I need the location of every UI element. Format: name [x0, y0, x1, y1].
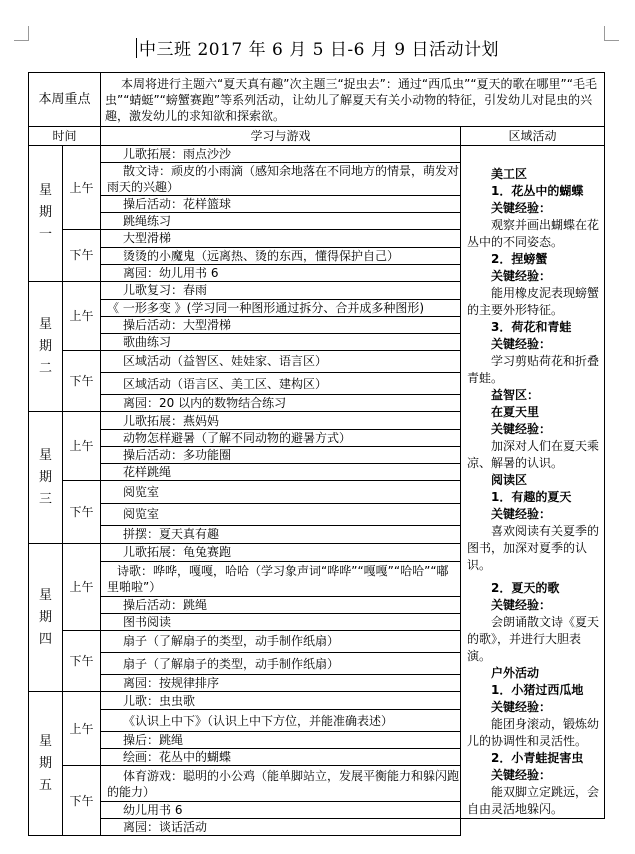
activity-item: 儿歌：虫虫歌 [101, 692, 461, 710]
area-meigong-activity: 1．花丛中的蝴蝶 [491, 184, 584, 198]
area-yizhi-activity: 在夏天里 [491, 405, 540, 419]
key-experience-text: 加深对人们在夏天乘凉、解暑的认识。 [467, 439, 600, 470]
day-monday: 星 期 一 [29, 146, 63, 282]
key-experience-label: 关键经验： [491, 201, 552, 215]
activity-item: 离园：谈话活动 [101, 819, 461, 836]
activity-item: 跳绳练习 [101, 213, 461, 230]
activity-item: 儿歌拓展：龟兔赛跑 [101, 543, 461, 561]
activity-item: 散文诗：顽皮的小雨滴（感知余地落在不同地方的情景，萌发对雨天的兴趣） [101, 163, 461, 196]
key-experience-label: 关键经验： [491, 422, 552, 436]
area-huwai-activity: 1．小猪过西瓜地 [491, 683, 584, 697]
area-huwai-title: 户外活动 [491, 666, 540, 680]
activity-item: 区域活动（语言区、美工区、建构区） [101, 373, 461, 395]
activity-item: 操后活动：多功能圈 [101, 447, 461, 464]
activity-item: 大型滑梯 [101, 230, 461, 248]
key-experience-label: 关键经验： [491, 337, 552, 351]
activity-item: 操后活动：跳绳 [101, 596, 461, 613]
period-afternoon: 下午 [63, 766, 101, 836]
day-thursday: 星 期 四 [29, 543, 63, 692]
day-tuesday: 星 期 二 [29, 281, 63, 412]
key-experience-text: 学习剪贴荷花和折叠青蛙。 [467, 354, 600, 385]
period-morning: 上午 [63, 281, 101, 350]
activity-item: 动物怎样避暑（了解不同动物的避暑方式） [101, 430, 461, 447]
period-afternoon: 下午 [63, 230, 101, 282]
key-experience-text: 观察并画出蝴蝶在花丛中的不同姿态。 [467, 218, 600, 249]
text-cursor [136, 38, 137, 58]
key-experience-label: 关键经验： [491, 507, 552, 521]
period-morning: 上午 [63, 146, 101, 230]
area-meigong-title: 美工区 [491, 167, 528, 181]
header-learning: 学习与游戏 [101, 127, 461, 146]
key-experience-label: 关键经验： [491, 598, 552, 612]
key-experience-label: 关键经验： [491, 700, 552, 714]
activity-item: 离园：按规律排序 [101, 675, 461, 692]
key-experience-text: 能双脚立定跳远，会自由灵活地躲闪。 [467, 785, 600, 816]
period-afternoon: 下午 [63, 350, 101, 412]
weekly-focus-content: 本周将进行主题六“夏天真有趣”次主题三“捉虫去”：通过“西瓜虫”“夏天的歌在哪里”“毛毛虫”“蜻蜓”“螃蟹赛跑”等系列活动，让幼儿了解夏天有关小动物的特征，引发幼儿对昆虫的兴趣，激发幼儿的求知欲和探索欲。 [105, 76, 597, 123]
day-wednesday: 星 期 三 [29, 412, 63, 544]
activity-plan-table [28, 72, 605, 836]
activity-item: 儿歌拓展：燕妈妈 [101, 412, 461, 430]
activity-item: 阅览室 [101, 503, 461, 525]
key-experience-text: 能用橡皮泥表现螃蟹的主要外形特征。 [467, 286, 600, 317]
activity-item: 操后活动：花样篮球 [101, 196, 461, 213]
activity-item: 诗歌：哗哗，嘎嘎，哈哈（学习象声词“哗哗”“嘎嘎”“哈哈”“嘟里啪啦”） [101, 561, 461, 596]
activity-item: 幼儿用书 6 [101, 802, 461, 819]
activity-item: 操后活动：大型滑梯 [101, 316, 461, 333]
activity-item: 绘画：花丛中的蝴蝶 [101, 749, 461, 766]
area-yizhi-title: 益智区： [491, 388, 540, 402]
area-yuedu-activity: 1．有趣的夏天 [491, 490, 572, 504]
table-row [29, 146, 605, 163]
key-experience-text: 能团身滚动，锻炼幼儿的协调性和灵活性。 [467, 717, 600, 748]
activity-item: 离园：20 以内的数物结合练习 [101, 395, 461, 412]
key-experience-text: 会朗诵散文诗《夏天的歌》，并进行大胆表演。 [467, 615, 600, 663]
day-friday: 星 期 五 [29, 692, 63, 836]
key-experience-label: 关键经验： [491, 269, 552, 283]
area-yuedu-activity: 2．夏天的歌 [491, 581, 560, 595]
activity-item: 花样跳绳 [101, 464, 461, 481]
area-activities [461, 146, 605, 819]
area-huwai-activity: 2．小青蛙捉害虫 [491, 751, 584, 765]
activity-item: 离园：幼儿用书 6 [101, 264, 461, 281]
area-meigong-activity: 2．捏螃蟹 [491, 252, 548, 266]
area-yuedu-title: 阅读区 [491, 473, 528, 487]
page-title-text: 中三班 2017 年 6 月 5 日-6 月 9 日活动计划 [139, 40, 499, 60]
period-morning: 上午 [63, 543, 101, 630]
activity-item: 扇子（了解扇子的类型，动手制作纸扇） [101, 630, 461, 653]
period-afternoon: 下午 [63, 481, 101, 544]
activity-item: 儿歌拓展：雨点沙沙 [101, 146, 461, 163]
weekly-focus-row [29, 73, 605, 127]
header-time: 时间 [29, 127, 101, 146]
key-experience-label: 关键经验： [491, 768, 552, 782]
header-row [29, 127, 605, 146]
period-morning: 上午 [63, 412, 101, 481]
weekly-focus-label: 本周重点 [29, 73, 101, 127]
page-title [0, 38, 635, 62]
key-experience-text: 喜欢阅读有关夏季的图书，加深对夏季的认识。 [467, 524, 600, 572]
period-afternoon: 下午 [63, 630, 101, 692]
activity-item: 扇子（了解扇子的类型，动手制作纸扇） [101, 653, 461, 675]
header-area: 区域活动 [461, 127, 605, 146]
activity-item: 儿歌复习：春雨 [101, 281, 461, 299]
period-morning: 上午 [63, 692, 101, 766]
activity-item: 烫烫的小魔鬼（远离热、烫的东西，懂得保护自己） [101, 247, 461, 264]
area-meigong-activity: 3．荷花和青蛙 [491, 320, 572, 334]
weekly-focus-text [101, 73, 605, 127]
activity-item: 操后：跳绳 [101, 732, 461, 749]
activity-item: 拼摆：夏天真有趣 [101, 525, 461, 543]
activity-item: 图书阅读 [101, 613, 461, 630]
table-row [29, 819, 605, 836]
activity-item: 体育游戏：聪明的小公鸡（能单脚站立，发展平衡能力和躲闪跑的能力） [101, 766, 461, 802]
activity-item: 歌曲练习 [101, 333, 461, 350]
activity-item: 阅览室 [101, 481, 461, 504]
activity-item: 《 一形多变 》(学习同一种图形通过拆分、合并成多种图形) [101, 299, 461, 316]
activity-item: 《认识上中下》（认识上中下方位，并能准确表述） [101, 710, 461, 732]
activity-item: 区域活动（益智区、娃娃家、语言区） [101, 350, 461, 373]
